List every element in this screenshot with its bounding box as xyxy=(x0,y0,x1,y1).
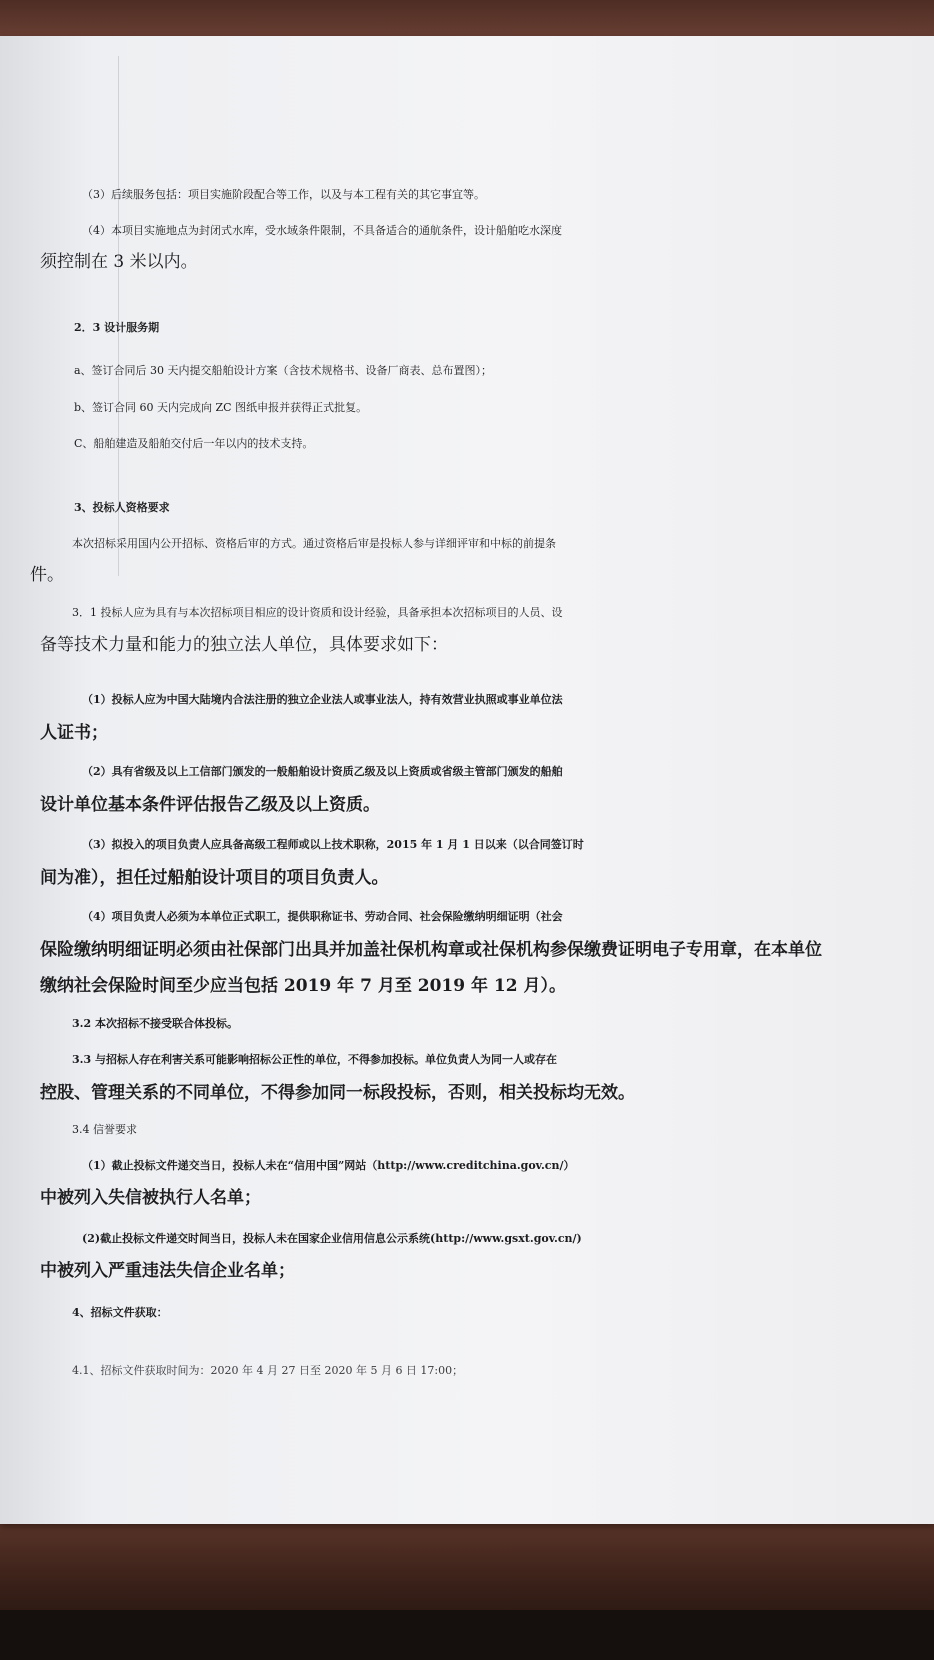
line-16: 设计单位基本条件评估报告乙级及以上资质。 xyxy=(40,795,380,815)
line-06: b、签订合同 60 天内完成向 ZC 图纸申报并获得正式批复。 xyxy=(74,401,368,414)
line-20: 保险缴纳明细证明必须由社保部门出具并加盖社保机构章或社保机构参保缴费证明电子专用章，在本单位 xyxy=(40,940,822,960)
line-28: (2)截止投标文件递交时间当日，投标人未在国家企业信用信息公示系统(http://www.gsxt.gov.cn/) xyxy=(82,1232,582,1245)
line-18: 间为准），担任过船舶设计项目的项目负责人。 xyxy=(40,868,389,888)
line-29: 中被列入严重违法失信企业名单； xyxy=(40,1261,295,1281)
line-05: a、签订合同后 30 天内提交船舶设计方案（含技术规格书、设备厂商表、总布置图）； xyxy=(74,364,493,377)
line-21: 缴纳社会保险时间至少应当包括 2019 年 7 月至 2019 年 12 月）。 xyxy=(40,976,566,996)
line-09: 本次招标采用国内公开招标、资格后审的方式。通过资格后审是投标人参与详细评审和中标的前提条 xyxy=(72,537,556,550)
line-02: （4）本项目实施地点为封闭式水库，受水域条件限制，不具备适合的通航条件，设计船舶吃水深度 xyxy=(82,224,562,237)
section-heading-2-3: 2．3 设计服务期 xyxy=(74,321,160,334)
background-bottom xyxy=(0,1520,934,1660)
line-23: 3.3 与招标人存在利害关系可能影响招标公正性的单位，不得参加投标。单位负责人为同一人或存在 xyxy=(72,1053,557,1066)
document-page xyxy=(0,36,934,1524)
line-31: 4.1、招标文件获取时间为：2020 年 4 月 27 日至 2020 年 5 月 6 日 17:00； xyxy=(72,1364,464,1377)
line-17: （3）拟投入的项目负责人应具备高级工程师或以上技术职称，2015 年 1 月 1 日以来（以合同签订时 xyxy=(82,838,584,851)
line-01: （3）后续服务包括：项目实施阶段配合等工作，以及与本工程有关的其它事宜等。 xyxy=(82,188,485,201)
line-13: （1）投标人应为中国大陆境内合法注册的独立企业法人或事业法人，持有效营业执照或事业单位法 xyxy=(82,693,563,706)
line-25: 3.4 信誉要求 xyxy=(72,1123,137,1136)
section-heading-4: 4、招标文件获取： xyxy=(72,1306,168,1319)
background-top xyxy=(0,0,934,40)
line-07: C、船舶建造及船舶交付后一年以内的技术支持。 xyxy=(74,437,314,450)
line-14: 人证书； xyxy=(40,723,108,743)
line-27: 中被列入失信被执行人名单； xyxy=(40,1188,261,1208)
line-26: （1）截止投标文件递交当日，投标人未在“信用中国”网站（http://www.creditchina.gov.cn/） xyxy=(82,1159,575,1172)
line-11: 3．1 投标人应为具有与本次招标项目相应的设计资质和设计经验，具备承担本次招标项目的人员、设 xyxy=(72,606,563,619)
line-19: （4）项目负责人必须为本单位正式职工，提供职称证书、劳动合同、社会保险缴纳明细证明（社会 xyxy=(82,910,563,923)
line-12: 备等技术力量和能力的独立法人单位，具体要求如下： xyxy=(40,635,448,655)
line-10: 件。 xyxy=(30,565,64,585)
line-15: （2）具有省级及以上工信部门颁发的一般船舶设计资质乙级及以上资质或省级主管部门颁发的船舶 xyxy=(82,765,563,778)
section-heading-3: 3、投标人资格要求 xyxy=(74,501,170,514)
line-03: 须控制在 3 米以内。 xyxy=(40,252,198,272)
line-22: 3.2 本次招标不接受联合体投标。 xyxy=(72,1017,238,1030)
line-24: 控股、管理关系的不同单位，不得参加同一标段投标，否则，相关投标均无效。 xyxy=(40,1083,635,1103)
